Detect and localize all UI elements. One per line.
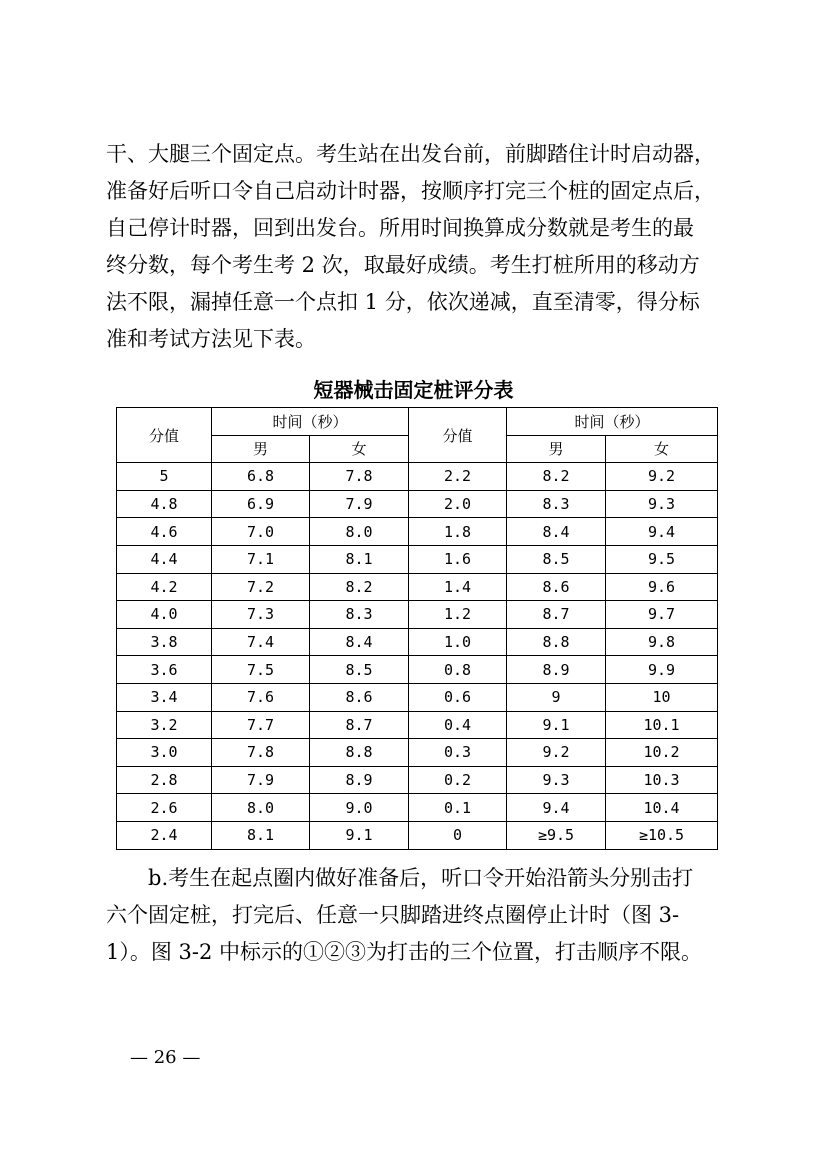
header-male: 男 [507, 435, 606, 463]
table-cell: 7.8 [212, 739, 310, 767]
table-row [117, 711, 718, 739]
header-time: 时间（秒） [507, 408, 718, 436]
table-cell: 7.1 [212, 545, 310, 573]
table-cell: 1.0 [409, 628, 507, 656]
table-cell: 0.2 [409, 766, 507, 794]
table-cell: 3.6 [117, 656, 212, 684]
table-body [117, 463, 718, 849]
table-cell: 7.8 [310, 463, 409, 491]
table-cell: 3.2 [117, 711, 212, 739]
page-number: — 26 — [130, 1047, 201, 1068]
table-cell: ≥9.5 [507, 821, 606, 849]
table-cell: 8.2 [507, 463, 606, 491]
table-cell: 9.4 [606, 518, 718, 546]
table-cell: 2.2 [409, 463, 507, 491]
table-cell: 8.4 [507, 518, 606, 546]
table-cell: 6.8 [212, 463, 310, 491]
header-male: 男 [212, 435, 310, 463]
table-cell: 7.2 [212, 573, 310, 601]
table-cell: 9.9 [606, 656, 718, 684]
header-time: 时间（秒） [212, 408, 409, 436]
table-cell: 7.9 [310, 490, 409, 518]
table-cell: 9.5 [606, 545, 718, 573]
table-cell: 8.8 [507, 628, 606, 656]
table-cell: 9.2 [606, 463, 718, 491]
header-female: 女 [310, 435, 409, 463]
paragraph-line: 终分数，每个考生考 2 次，取最好成绩。考生打桩所用的移动方 [106, 253, 700, 277]
table-row [117, 463, 718, 491]
paragraph-line: b.考生在起点圈内做好准备后，听口令开始沿箭头分别击打 [148, 866, 694, 890]
table-cell: 1.2 [409, 601, 507, 629]
table-cell: 6.9 [212, 490, 310, 518]
table-cell: 0.6 [409, 683, 507, 711]
table-cell: 2.0 [409, 490, 507, 518]
table-cell: 10.3 [606, 766, 718, 794]
table-row [117, 821, 718, 849]
table-title: 短器械击固定桩评分表 [313, 378, 514, 402]
table-cell: 2.8 [117, 766, 212, 794]
scoring-table [116, 407, 718, 850]
table-row [117, 545, 718, 573]
header-score: 分值 [409, 408, 507, 463]
table-cell: 9 [507, 683, 606, 711]
table-cell: 5 [117, 463, 212, 491]
table-cell: 8.6 [310, 683, 409, 711]
table-cell: 8.1 [212, 821, 310, 849]
table-cell: 1.6 [409, 545, 507, 573]
header-score: 分值 [117, 408, 212, 463]
paragraph-line: 法不限，漏掉任意一个点扣 1 分，依次递减，直至清零，得分标 [106, 290, 700, 314]
table-cell: 8.9 [310, 766, 409, 794]
table-cell: 3.8 [117, 628, 212, 656]
table-cell: 8.0 [310, 518, 409, 546]
table-cell: 8.7 [507, 601, 606, 629]
table-cell: 8.9 [507, 656, 606, 684]
table-cell: 10.1 [606, 711, 718, 739]
table-cell: 3.0 [117, 739, 212, 767]
table-cell: 0.8 [409, 656, 507, 684]
table-row [117, 518, 718, 546]
table-cell: 9.6 [606, 573, 718, 601]
table-cell: 7.6 [212, 683, 310, 711]
paragraph-intro [106, 136, 726, 358]
table-cell: 7.7 [212, 711, 310, 739]
table-row [117, 794, 718, 822]
table-cell: 0.1 [409, 794, 507, 822]
table-cell: 0.3 [409, 739, 507, 767]
table-cell: 9.1 [507, 711, 606, 739]
table-cell: ≥10.5 [606, 821, 718, 849]
paragraph-line: 干、大腿三个固定点。考生站在出发台前，前脚踏住计时启动器， [106, 142, 715, 166]
table-cell: 8.0 [212, 794, 310, 822]
table-cell: 9.3 [606, 490, 718, 518]
table-cell: 7.9 [212, 766, 310, 794]
header-female: 女 [606, 435, 718, 463]
table-cell: 1.4 [409, 573, 507, 601]
table-cell: 4.0 [117, 601, 212, 629]
table-cell: 0.4 [409, 711, 507, 739]
table-cell: 8.7 [310, 711, 409, 739]
table-cell: 8.6 [507, 573, 606, 601]
paragraph-line: 六个固定桩，打完后、任意一只脚踏进终点圈停止计时（图 3- [106, 903, 680, 927]
table-row [117, 683, 718, 711]
table-cell: 8.5 [310, 656, 409, 684]
table-cell: 4.8 [117, 490, 212, 518]
table-cell: 8.5 [507, 545, 606, 573]
table-cell: 10 [606, 683, 718, 711]
table-row [117, 490, 718, 518]
table-row [117, 739, 718, 767]
paragraph-line: 1）。图 3-2 中标示的①②③为打击的三个位置，打击顺序不限。 [106, 940, 703, 964]
paragraph-method [106, 860, 726, 971]
paragraph-line: 准备好后听口令自己启动计时器，按顺序打完三个桩的固定点后， [106, 179, 715, 203]
table-cell: 9.8 [606, 628, 718, 656]
table-cell: 10.2 [606, 739, 718, 767]
table-cell: 7.5 [212, 656, 310, 684]
table-cell: 10.4 [606, 794, 718, 822]
table-row [117, 601, 718, 629]
table-cell: 4.2 [117, 573, 212, 601]
table-cell: 0 [409, 821, 507, 849]
table-cell: 2.4 [117, 821, 212, 849]
table-cell: 8.8 [310, 739, 409, 767]
table-cell: 9.0 [310, 794, 409, 822]
table-cell: 8.2 [310, 573, 409, 601]
table-cell: 9.4 [507, 794, 606, 822]
paragraph-line: 准和考试方法见下表。 [106, 327, 316, 351]
table-row [117, 628, 718, 656]
table-row [117, 656, 718, 684]
table-cell: 9.2 [507, 739, 606, 767]
table-cell: 1.8 [409, 518, 507, 546]
table-cell: 9.1 [310, 821, 409, 849]
table-cell: 7.3 [212, 601, 310, 629]
table-cell: 4.4 [117, 545, 212, 573]
table-cell: 4.6 [117, 518, 212, 546]
table-cell: 7.4 [212, 628, 310, 656]
table-cell: 2.6 [117, 794, 212, 822]
table-cell: 3.4 [117, 683, 212, 711]
table-cell: 8.4 [310, 628, 409, 656]
table-row [117, 766, 718, 794]
table-row [117, 573, 718, 601]
table-cell: 7.0 [212, 518, 310, 546]
table-cell: 9.7 [606, 601, 718, 629]
table-cell: 8.3 [310, 601, 409, 629]
table-cell: 9.3 [507, 766, 606, 794]
paragraph-line: 自己停计时器，回到出发台。所用时间换算成分数就是考生的最 [106, 216, 694, 240]
table-cell: 8.3 [507, 490, 606, 518]
table-cell: 8.1 [310, 545, 409, 573]
